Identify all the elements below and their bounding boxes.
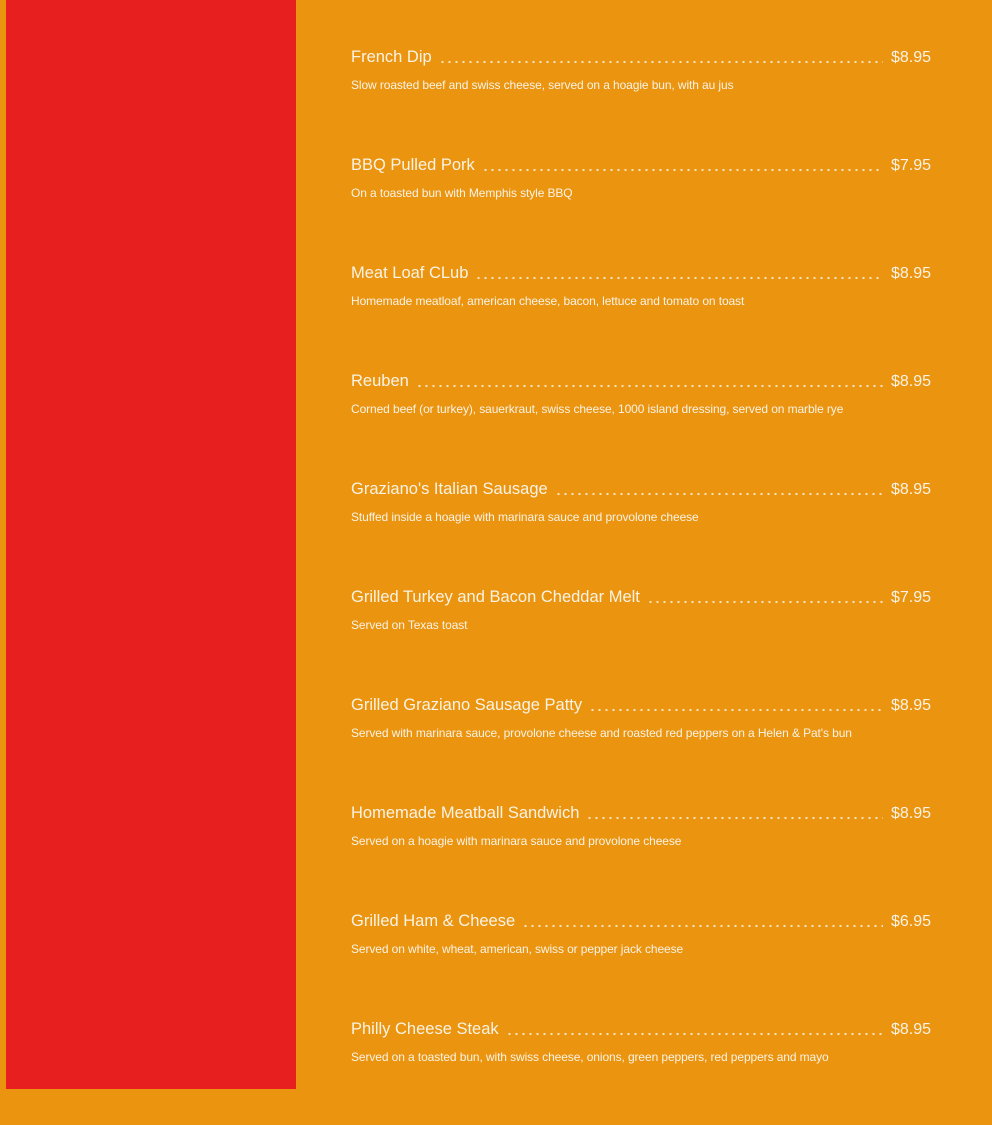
menu-item-description: Slow roasted beef and swiss cheese, served on a hoagie bun, with au jus — [351, 78, 734, 92]
dot-leader — [586, 816, 883, 820]
menu-item-price: $8.95 — [890, 481, 931, 498]
menu-item-french-dip — [351, 45, 931, 153]
dot-leader — [416, 384, 883, 388]
menu-item-header — [351, 369, 931, 393]
menu-item-name: Graziano's Italian Sausage — [351, 480, 548, 498]
menu-item-italian-sausage — [351, 477, 931, 585]
menu-item-sausage-patty — [351, 693, 931, 801]
menu-item-price: $8.95 — [890, 265, 931, 282]
menu-item-turkey-bacon-melt — [351, 585, 931, 693]
menu-item-ham-cheese — [351, 909, 931, 1017]
menu-item-description: Served on white, wheat, american, swiss or pepper jack cheese — [351, 942, 684, 956]
menu-item-description: Served with marinara sauce, provolone cheese and roasted red peppers on a Helen & Pat's bun — [351, 726, 852, 740]
menu-item-header — [351, 45, 931, 69]
menu-item-price: $8.95 — [890, 697, 931, 714]
menu-item-header — [351, 1017, 931, 1041]
menu-item-description: Homemade meatloaf, american cheese, bacon, lettuce and tomato on toast — [351, 294, 745, 308]
menu-item-description: On a toasted bun with Memphis style BBQ — [351, 186, 573, 200]
menu-item-price: $8.95 — [890, 49, 931, 66]
menu-item-name: Philly Cheese Steak — [351, 1020, 499, 1038]
menu-item-description: Stuffed inside a hoagie with marinara sauce and provolone cheese — [351, 510, 699, 524]
dot-leader — [482, 168, 883, 172]
menu-item-description: Served on a hoagie with marinara sauce and provolone cheese — [351, 834, 682, 848]
menu-item-price: $8.95 — [890, 1021, 931, 1038]
dot-leader — [506, 1032, 883, 1036]
dot-leader — [555, 492, 883, 496]
menu-item-header — [351, 477, 931, 501]
menu-item-meatball-sandwich — [351, 801, 931, 909]
side-panel — [6, 0, 296, 1089]
menu-item-price: $7.95 — [890, 589, 931, 606]
menu-item-price: $6.95 — [890, 913, 931, 930]
menu-item-name: Meat Loaf CLub — [351, 264, 469, 282]
menu-item-philly-cheese-steak — [351, 1017, 931, 1125]
menu-item-description: Corned beef (or turkey), sauerkraut, swiss cheese, 1000 island dressing, served on marble rye — [351, 402, 844, 416]
menu-item-name: Grilled Graziano Sausage Patty — [351, 696, 583, 714]
menu-item-name: French Dip — [351, 48, 432, 66]
dot-leader — [522, 924, 883, 928]
menu-item-header — [351, 909, 931, 933]
menu-item-header — [351, 693, 931, 717]
dot-leader — [439, 60, 883, 64]
menu-item-name: Grilled Turkey and Bacon Cheddar Melt — [351, 588, 640, 606]
menu-item-name: BBQ Pulled Pork — [351, 156, 475, 174]
menu-item-header — [351, 585, 931, 609]
dot-leader — [647, 600, 883, 604]
menu-item-header — [351, 261, 931, 285]
menu-item-meat-loaf-club — [351, 261, 931, 369]
menu-item-price: $8.95 — [890, 805, 931, 822]
menu-list — [351, 45, 931, 1125]
menu-item-header — [351, 153, 931, 177]
menu-item-price: $8.95 — [890, 373, 931, 390]
menu-item-name: Homemade Meatball Sandwich — [351, 804, 580, 822]
dot-leader — [475, 276, 883, 280]
dot-leader — [589, 708, 883, 712]
menu-item-header — [351, 801, 931, 825]
menu-item-name: Reuben — [351, 372, 409, 390]
menu-item-description: Served on Texas toast — [351, 618, 468, 632]
menu-item-name: Grilled Ham & Cheese — [351, 912, 516, 930]
menu-item-description: Served on a toasted bun, with swiss cheese, onions, green peppers, red peppers and mayo — [351, 1050, 829, 1064]
menu-item-price: $7.95 — [890, 157, 931, 174]
menu-item-bbq-pulled-pork — [351, 153, 931, 261]
menu-item-reuben — [351, 369, 931, 477]
